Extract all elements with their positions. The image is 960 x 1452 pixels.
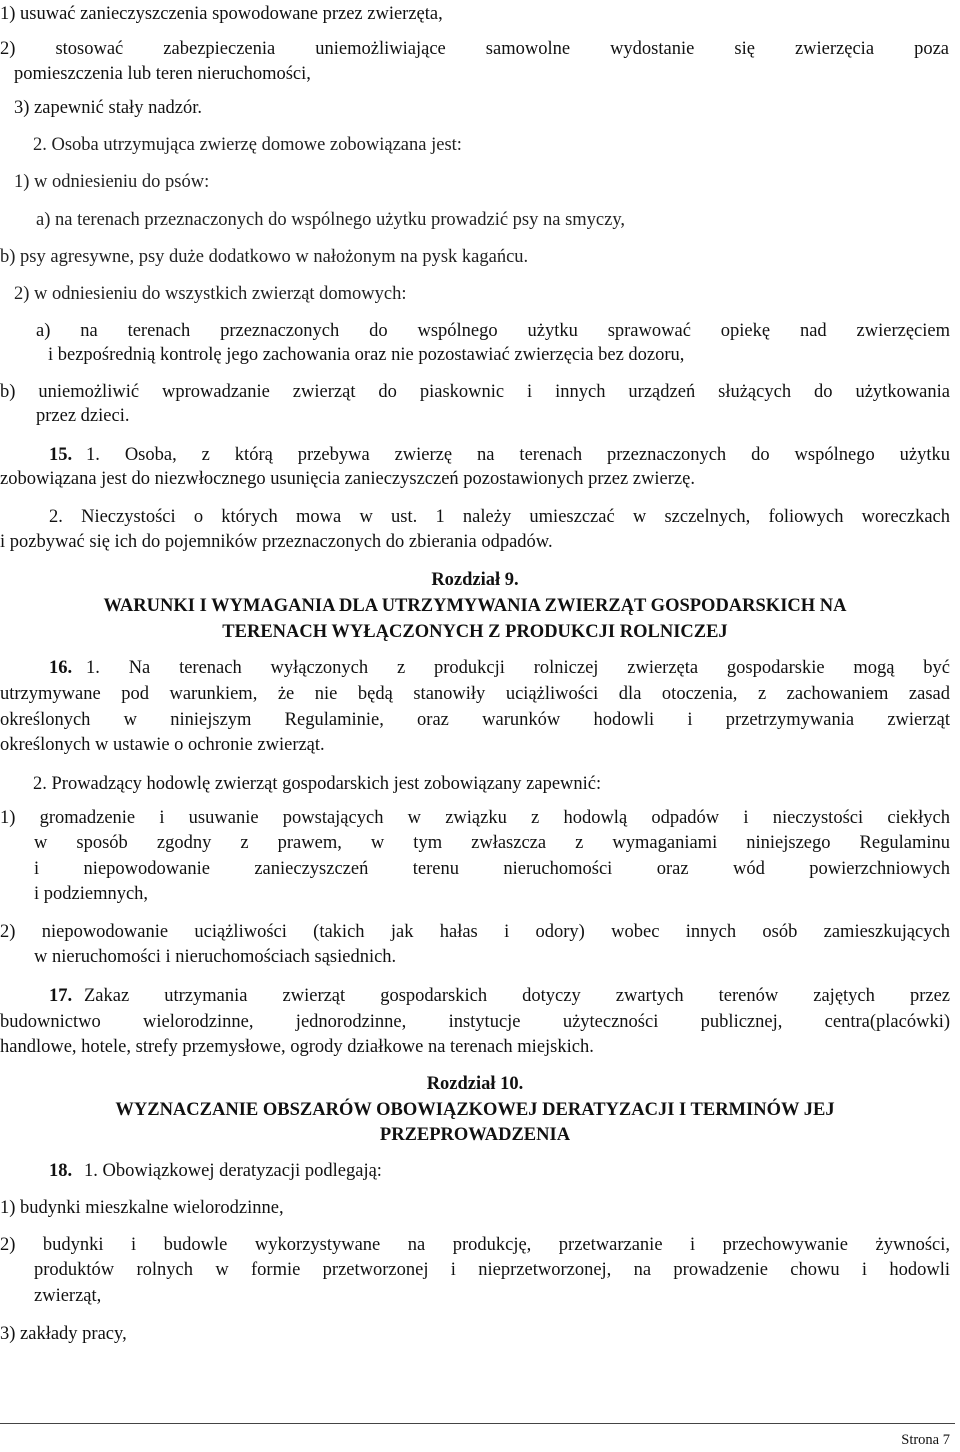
paragraph-text: 1. Obowiązkowej deratyzacji podlegają: — [84, 1161, 382, 1181]
list-item: 2) budynki i budowle wykorzystywane na produkcję, przetwarzanie i przechowywanie żywności, — [0, 1235, 950, 1255]
chapter-title: WYZNACZANIE OBSZARÓW OBOWIĄZKOWEJ DERATYZACJI I TERMINÓW JEJ — [115, 1100, 835, 1120]
paragraph-continuation: budownictwo wielorodzinne, jednorodzinne, instytucje użyteczności publicznej, centra(placówki) — [0, 1012, 950, 1032]
list-item-continuation: i podziemnych, — [34, 884, 149, 904]
paragraph-continuation: określonych w niniejszym Regulaminie, oraz warunków hodowli i przetrzymywania zwierząt — [0, 710, 950, 730]
list-item: 2) niepowodowanie uciążliwości (takich jak hałas i odory) wobec innych osób zamieszkujących — [0, 922, 950, 942]
list-item-continuation: zwierząt, — [34, 1286, 102, 1306]
section-number: 18. — [49, 1161, 73, 1181]
paragraph: 2. Nieczystości o których mowa w ust. 1 należy umieszczać w szczelnych, foliowych woreczkach — [49, 507, 950, 527]
paragraph-text: 1. Na terenach wyłączonych z produkcji rolniczej zwierzęta gospodarskie mogą być — [86, 658, 950, 678]
paragraph-continuation: zobowiązana jest do niezwłocznego usunięcia zanieczyszczeń pozostawionych przez zwierzę. — [0, 469, 695, 489]
section-number: 15. — [49, 445, 73, 465]
list-item-continuation: w nieruchomości i nieruchomościach sąsiednich. — [34, 947, 397, 967]
paragraph-text: Zakaz utrzymania zwierząt gospodarskich dotyczy zwartych terenów zajętych przez — [84, 986, 950, 1006]
paragraph-continuation: określonych w ustawie o ochronie zwierząt. — [0, 735, 325, 755]
list-item-continuation: w sposób zgodny z prawem, w tym zwłaszcza z wymaganiami niniejszego Regulaminu — [34, 833, 950, 853]
footer-divider — [0, 1423, 955, 1424]
list-item: 1) gromadzenie i usuwanie powstających w związku z hodowlą odpadów i nieczystości ciekłych — [0, 808, 950, 828]
list-item: 2) w odniesieniu do wszystkich zwierząt domowych: — [14, 284, 407, 304]
list-item-continuation: pomieszczenia lub teren nieruchomości, — [14, 64, 311, 84]
list-item: b) uniemożliwić wprowadzanie zwierząt do piaskownic i innych urządzeń służących do użytkowania — [0, 382, 950, 402]
section-number: 17. — [49, 986, 73, 1006]
list-item-continuation: i bezpośrednią kontrolę jego zachowania oraz nie pozostawiać zwierzęcia bez dozoru, — [48, 345, 685, 365]
paragraph-continuation: i pozbywać się ich do pojemników przeznaczonych do zbierania odpadów. — [0, 532, 553, 552]
list-item: 1) budynki mieszkalne wielorodzinne, — [0, 1198, 284, 1218]
paragraph: 2. Osoba utrzymująca zwierzę domowe zobowiązana jest: — [33, 135, 462, 155]
paragraph-continuation: utrzymywane pod warunkiem, że nie będą stanowiły uciążliwości dla otoczenia, z zachowaniem zasad — [0, 684, 950, 704]
page-number: Strona 7 — [901, 1432, 950, 1448]
list-item: 3) zakłady pracy, — [0, 1324, 127, 1344]
list-item: 1) usuwać zanieczyszczenia spowodowane przez zwierzęta, — [0, 4, 443, 24]
chapter-title: WARUNKI I WYMAGANIA DLA UTRZYMYWANIA ZWIERZĄT GOSPODARSKICH NA — [103, 596, 847, 616]
list-item: a) na terenach przeznaczonych do wspólnego użytku sprawować opiekę nad zwierzęciem — [36, 321, 950, 341]
list-item-continuation: przez dzieci. — [36, 406, 130, 426]
list-item: a) na terenach przeznaczonych do wspólnego użytku prowadzić psy na smyczy, — [36, 210, 626, 230]
chapter-title-continuation: TERENACH WYŁĄCZONYCH Z PRODUKCJI ROLNICZEJ — [222, 622, 728, 642]
paragraph-text: 1. Osoba, z którą przebywa zwierzę na terenach przeznaczonych do wspólnego użytku — [86, 445, 950, 465]
paragraph: 2. Prowadzący hodowlę zwierząt gospodarskich jest zobowiązany zapewnić: — [33, 774, 602, 794]
list-item: 1) w odniesieniu do psów: — [14, 172, 210, 192]
list-item-continuation: produktów rolnych w formie przetworzonej i nieprzetworzonej, na prowadzenie chowu i hodowli — [34, 1260, 950, 1280]
chapter-number: Rozdział 9. — [431, 570, 519, 590]
list-item-continuation: i niepowodowanie zanieczyszczeń terenu nieruchomości oraz wód powierzchniowych — [34, 859, 950, 879]
list-item: 2) stosować zabezpieczenia uniemożliwiające samowolne wydostanie się zwierzęcia poza — [0, 39, 949, 59]
paragraph-continuation: handlowe, hotele, strefy przemysłowe, ogrody działkowe na terenach miejskich. — [0, 1037, 594, 1057]
list-item: 3) zapewnić stały nadzór. — [14, 98, 203, 118]
chapter-number: Rozdział 10. — [426, 1074, 524, 1094]
chapter-title-continuation: PRZEPROWADZENIA — [379, 1125, 571, 1145]
section-number: 16. — [49, 658, 73, 678]
list-item: b) psy agresywne, psy duże dodatkowo w nałożonym na pysk kagańcu. — [0, 247, 529, 267]
